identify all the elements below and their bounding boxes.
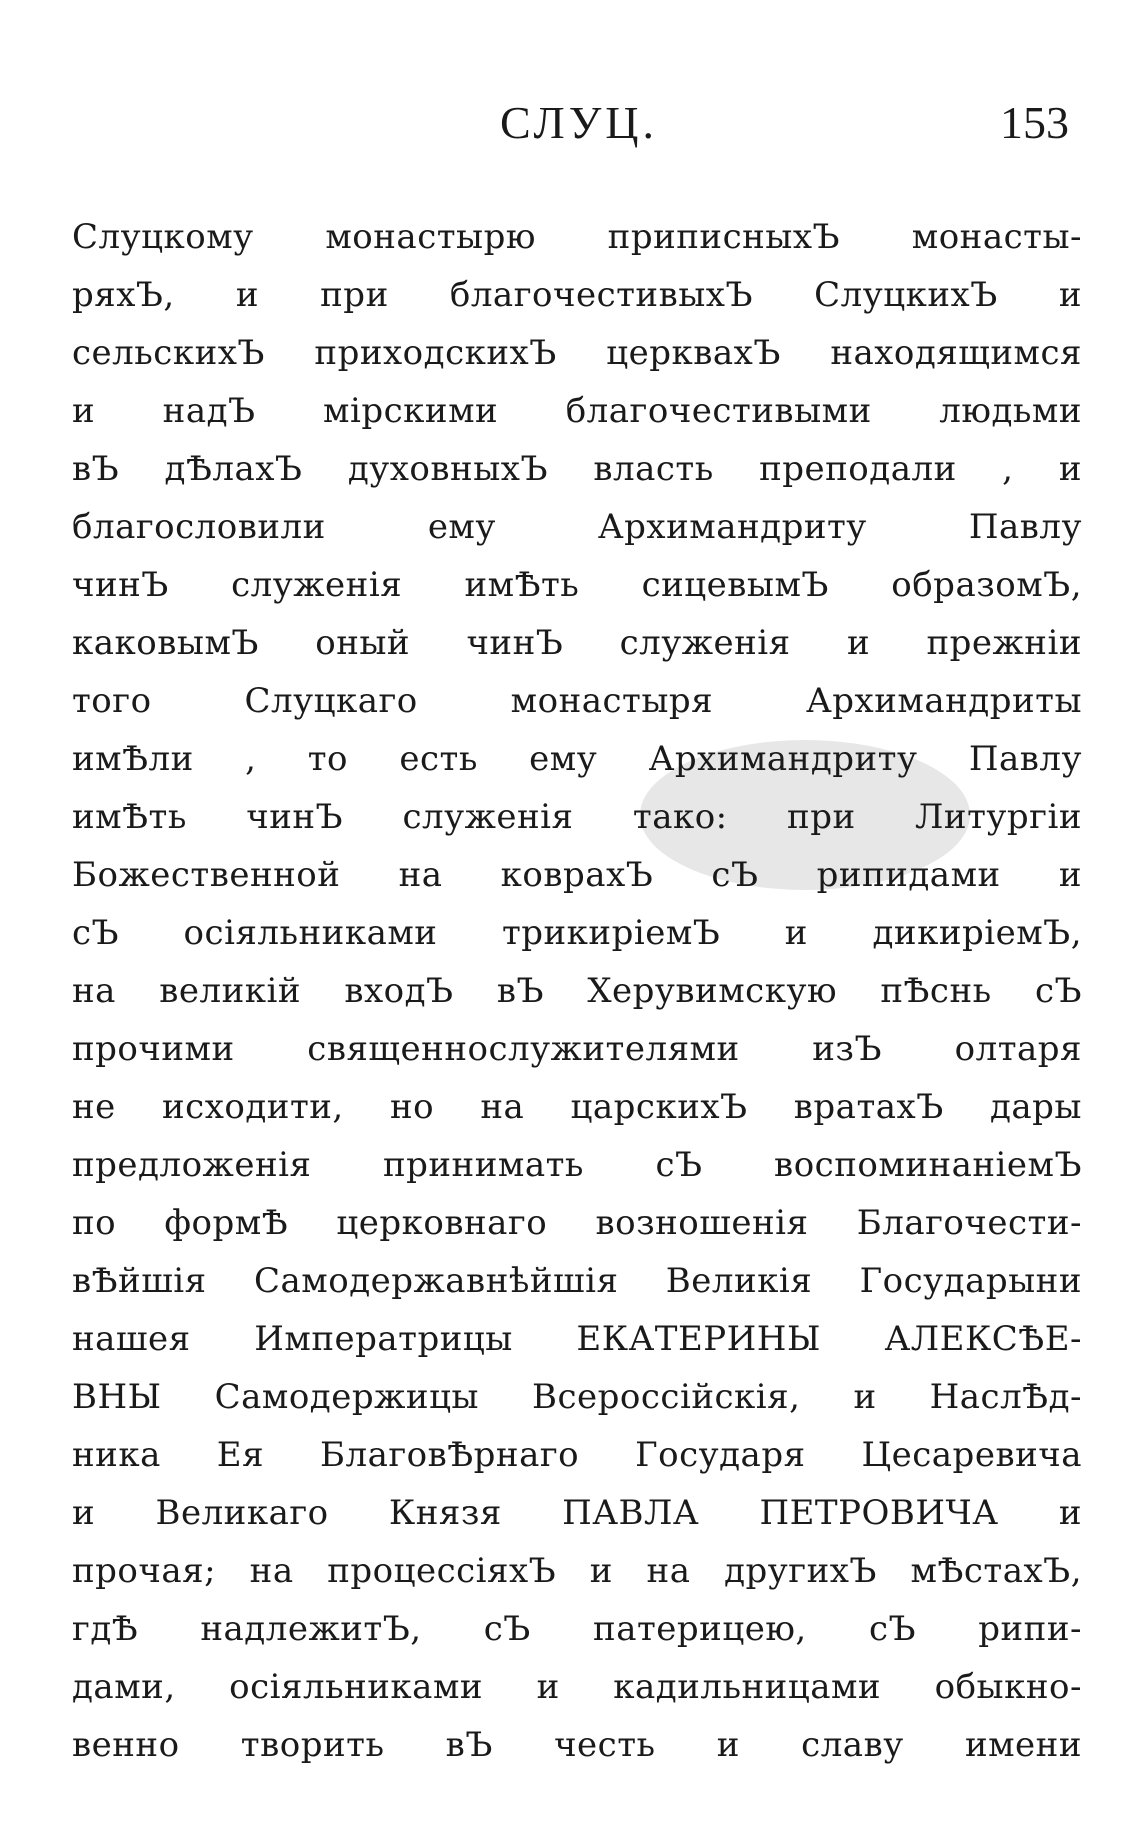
- text-line: имѢли , то есть ему Архимандриту Павлу: [72, 739, 1082, 779]
- text-line: имѢть чинЪ служенія тако: при Литургіи: [72, 797, 1082, 837]
- text-line: сельскихЪ приходскихЪ церквахЪ находящимся: [72, 333, 1082, 373]
- text-line: благословили ему Архимандриту Павлу: [72, 507, 1082, 547]
- text-line: Божественной на коврахЪ сЪ рипидами и: [72, 855, 1082, 895]
- text-line: ВНЫ Самодержицы Всероссійскія, и НаслѢд-: [72, 1377, 1082, 1417]
- text-line: вѢйшія Самодержавнѣйшія Великія Государыни: [72, 1261, 1082, 1301]
- text-line: каковымЪ оный чинЪ служенія и прежніи: [72, 623, 1082, 663]
- text-line: предложенія принимать сЪ воспоминаніемЪ: [72, 1145, 1082, 1185]
- text-line: прочая; на процессіяхЪ и на другихЪ мѢстахЪ,: [72, 1551, 1082, 1591]
- running-head-title: СЛУЦ.: [500, 97, 659, 148]
- text-line: Слуцкому монастырю приписныхЪ монасты-: [72, 217, 1082, 257]
- text-line: дами, осіяльниками и кадильницами обыкно-: [72, 1667, 1082, 1707]
- running-head: [0, 96, 1140, 156]
- text-line: не исходити, но на царскихЪ вратахЪ дары: [72, 1087, 1082, 1127]
- text-line: нашея Императрицы ЕКАТЕРИНЫ АЛЕКСѢЕ-: [72, 1319, 1082, 1359]
- text-line: чинЪ служенія имѢть сицевымЪ образомЪ,: [72, 565, 1082, 605]
- text-line: прочими священнослужителями изЪ олтаря: [72, 1029, 1082, 1069]
- text-line: вЪ дѢлахЪ духовныхЪ власть преподали , и: [72, 449, 1082, 489]
- text-line: сЪ осіяльниками трикиріемЪ и дикиріемЪ,: [72, 913, 1082, 953]
- text-line: и надЪ мірскими благочестивыми людьми: [72, 391, 1082, 431]
- page-number: 153: [1000, 97, 1069, 148]
- text-line: венно творить вЪ честь и славу имени: [72, 1725, 1082, 1765]
- text-line: гдѢ надлежитЪ, сЪ патерицею, сЪ рипи-: [72, 1609, 1082, 1649]
- text-line: ника Ея БлаговѢрнаго Государя Цесаревича: [72, 1435, 1082, 1475]
- text-line: ряхЪ, и при благочестивыхЪ СлуцкихЪ и: [72, 275, 1082, 315]
- text-line: того Слуцкаго монастыря Архимандриты: [72, 681, 1082, 721]
- text-line: на великій входЪ вЪ Херувимскую пѢснь сЪ: [72, 971, 1082, 1011]
- text-line: по формѢ церковнаго возношенія Благочести-: [72, 1203, 1082, 1243]
- body-text: [72, 208, 1082, 1774]
- text-line: и Великаго Князя ПАВЛА ПЕТРОВИЧА и: [72, 1493, 1082, 1533]
